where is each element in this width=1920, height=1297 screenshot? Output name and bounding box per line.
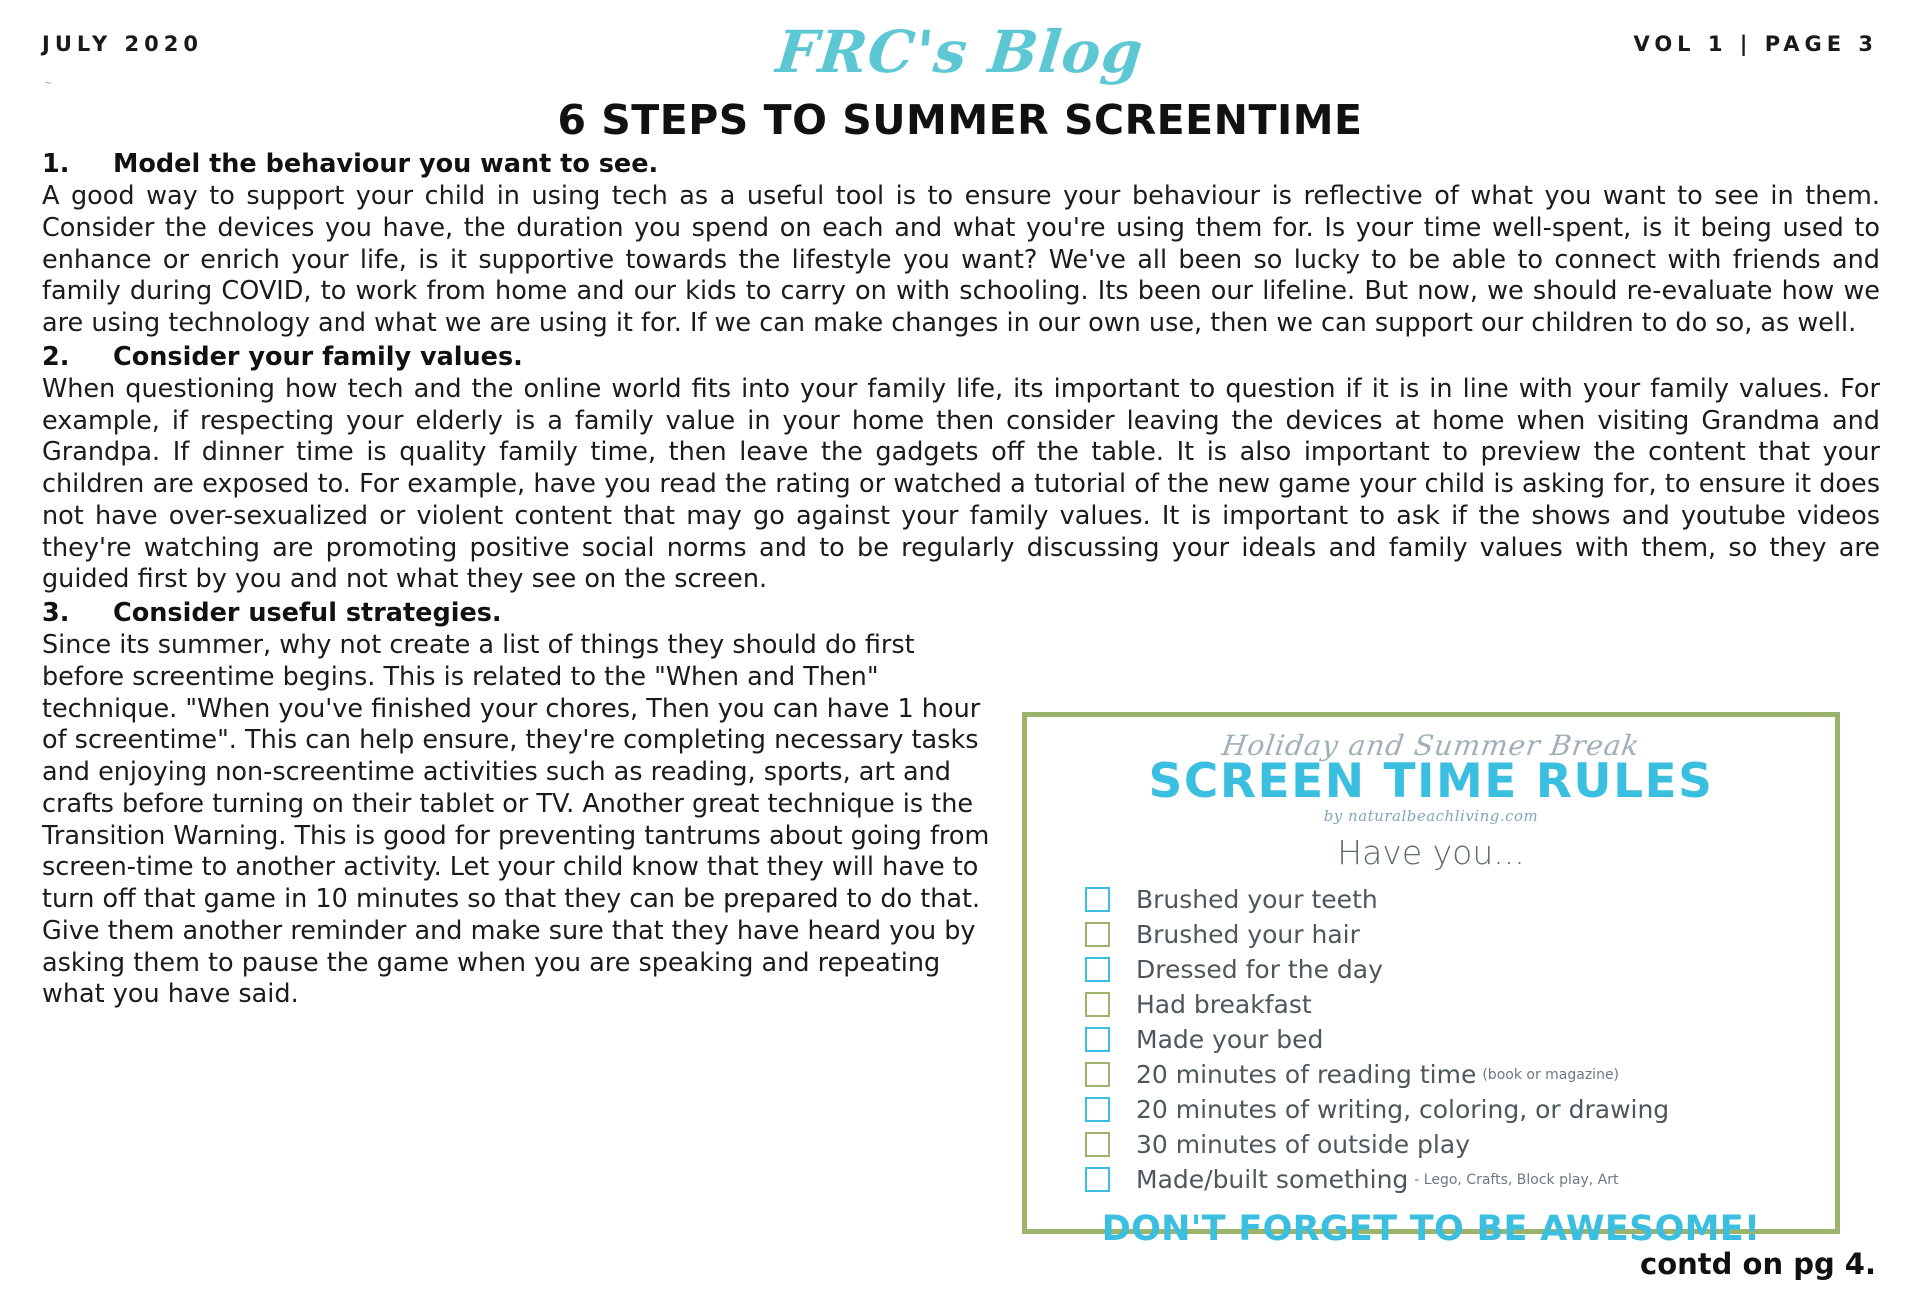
list-item-label: Brushed your teeth [1136, 885, 1378, 914]
issue-date: JULY 2020 [42, 32, 203, 56]
checklist-byline: by naturalbeachliving.com [1323, 807, 1539, 825]
list-item[interactable] [1085, 1057, 1835, 1092]
list-item-subnote: (book or magazine) [1482, 1066, 1620, 1083]
list-item[interactable] [1085, 1092, 1835, 1127]
step-paragraph-3: Since its summer, why not create a list of things they should do first before screentime begins. This is related to the "When and Then" technique. "When you've finished your chores, Then you can have 1 hour of screentime". This can help ensure, they're completing necessary tasks and enjoying non-screentime activities such as reading, sports, art and crafts before turning on their tablet or TV. Another great technique is the Transition Warning. This is good for preventing tantrums about going from screen-time to another activity. Let your child know that they will have to turn off that game in 10 minutes so that they can be prepared to do that. Give them another reminder and make sure that they have heard you by asking them to pause the game when you are speaking and repeating what you have said. [42, 630, 990, 1010]
step-paragraph-1: A good way to support your child in using tech as a useful tool is to ensure your behaviour is reflective of what you want to see in them. Consider the devices you have, the duration you spend on each and what you're using them for. Is your time well-spent, is it being used to enhance or enrich your life, is it supportive towards the lifestyle you want? We've all been so lucky to be able to connect with friends and family during COVID, to work from home and our kids to carry on with schooling. Its been our lifeline. But now, we should re-evaluate how we are using technology and what we are using it for. If we can make changes in our own use, then we can support our children to do so, as well. [42, 181, 1880, 339]
list-item[interactable] [1085, 1127, 1835, 1162]
tilde-mark: ~ [44, 78, 53, 89]
checkbox-icon[interactable] [1085, 1097, 1110, 1122]
list-item-label: 30 minutes of outside play [1136, 1130, 1470, 1159]
checklist-items [1085, 882, 1835, 1197]
checkbox-icon[interactable] [1085, 992, 1110, 1017]
checklist-main-title: SCREEN TIME RULES [1148, 754, 1714, 809]
checkbox-icon[interactable] [1085, 922, 1110, 947]
checkbox-icon[interactable] [1085, 1167, 1110, 1192]
page-title: 6 STEPS TO SUMMER SCREENTIME [557, 96, 1363, 144]
continued-note: contd on pg 4. [1640, 1247, 1876, 1281]
list-item-subnote: - Lego, Crafts, Block play, Art [1414, 1171, 1619, 1188]
checkbox-icon[interactable] [1085, 957, 1110, 982]
step-heading-2: 2. Consider your family values. [42, 341, 523, 372]
checklist-footer: DON'T FORGET TO BE AWESOME! [1101, 1209, 1761, 1249]
masthead [0, 18, 1920, 108]
volume-page-label: VOL 1 | PAGE 3 [1633, 32, 1878, 56]
list-item-label: 20 minutes of reading time [1136, 1060, 1477, 1089]
checkbox-icon[interactable] [1085, 1027, 1110, 1052]
list-item[interactable] [1085, 952, 1835, 987]
list-item-label: Made your bed [1136, 1025, 1324, 1054]
checkbox-icon[interactable] [1085, 1132, 1110, 1157]
checkbox-icon[interactable] [1085, 887, 1110, 912]
list-item-label: 20 minutes of writing, coloring, or drawing [1136, 1095, 1670, 1124]
step-heading-1: 1. Model the behaviour you want to see. [42, 149, 659, 179]
list-item[interactable] [1085, 987, 1835, 1022]
step-heading-3: 3. Consider useful strategies. [42, 598, 502, 629]
list-item-label: Made/built something [1136, 1165, 1409, 1194]
step-paragraph-2: When questioning how tech and the online world fits into your family life, its important to question if it is in line with your family values. For example, if respecting your elderly is a family value in your home then consider leaving the devices at home when visiting Grandma and Grandpa. If dinner time is quality family time, then leave the gadgets off the table. It is also important to preview the content that your children are exposed to. For example, have you read the rating or watched a tutorial of the new game your child is asking for, to ensure it does not have over-sexualized or violent content that may go against your family values. It is important to ask if the shows and youtube videos they're watching are promoting positive social norms and to be regularly discussing your ideals and family values with them, so they are guided first by you and not what they see on the screen. [42, 373, 1880, 595]
screen-time-rules-card [1022, 712, 1840, 1249]
list-item-label: Had breakfast [1136, 990, 1312, 1019]
checklist-script-title: Holiday and Summer Break [1219, 729, 1643, 762]
checklist-prompt: Have you... [1337, 833, 1525, 872]
list-item[interactable] [1085, 1022, 1835, 1057]
list-item[interactable] [1085, 917, 1835, 952]
list-item-label: Brushed your hair [1136, 920, 1360, 949]
list-item[interactable] [1085, 882, 1835, 917]
list-item-label: Dressed for the day [1136, 955, 1383, 984]
blog-title: FRC's Blog [773, 18, 1147, 86]
checkbox-icon[interactable] [1085, 1062, 1110, 1087]
list-item[interactable] [1085, 1162, 1835, 1197]
